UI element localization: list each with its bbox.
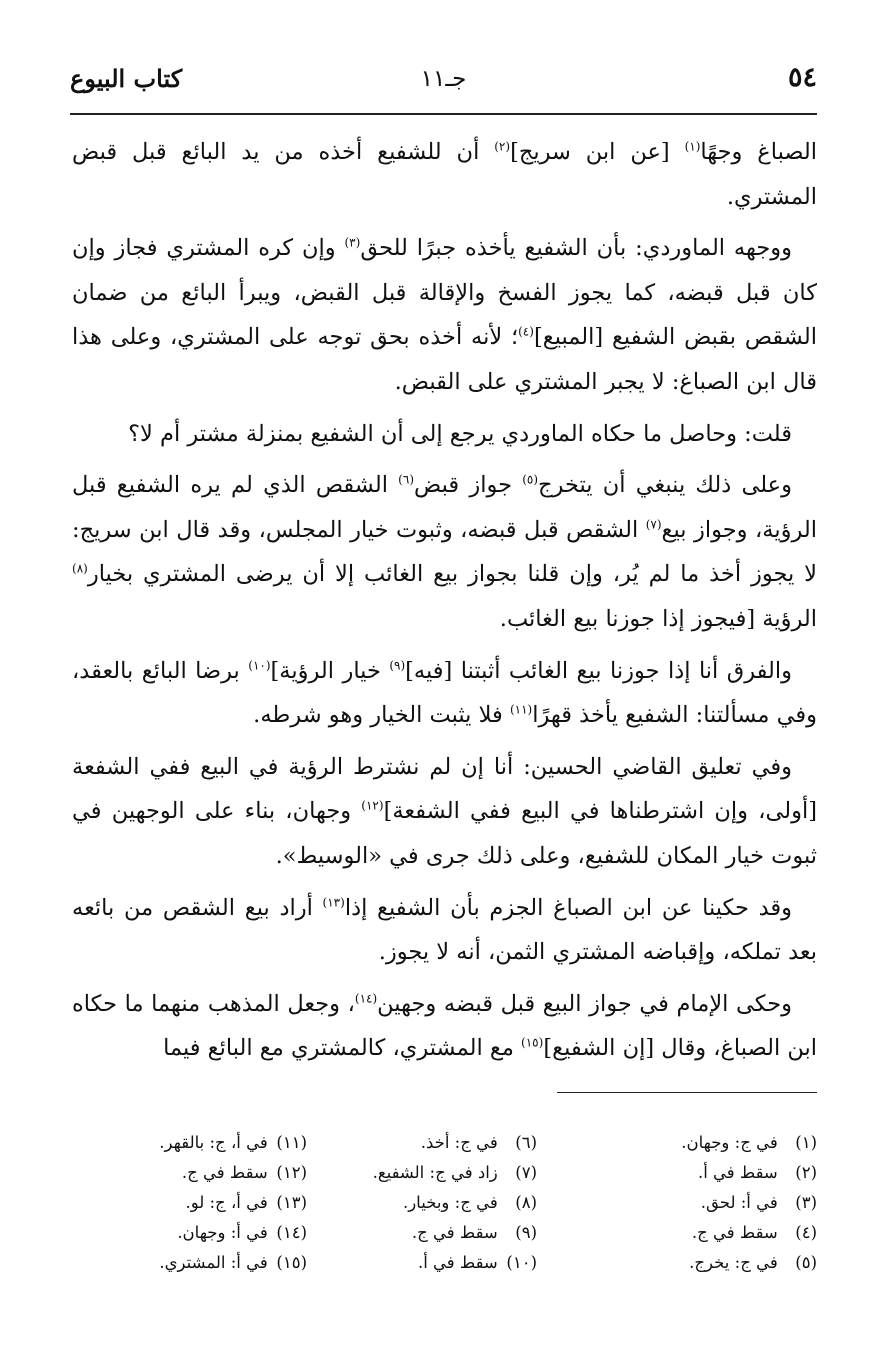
volume-label: جـ١١ (420, 66, 467, 92)
footnote-ref: (٦) (398, 472, 414, 487)
footnote-ref: (١٢) (361, 798, 384, 813)
footnote-ref: (٣) (344, 235, 361, 250)
footnote-ref: (١٥) (521, 1035, 544, 1050)
paragraph: وحكى الإمام في جواز البيع قبل قبضه وجهين$^{(١٤)}$، وجعل المذهب منهما ما حكاه ابن الصباغ، وقال [إن الشفيع]$^{(١٥)}$ مع المشتري، كالمشتري مع البائع فيما (72, 990, 817, 1062)
book-title: كتاب البيوع (70, 64, 183, 93)
main-text (72, 130, 817, 1078)
footnote-ref: (٩) (389, 658, 406, 673)
paragraph: والفرق أنا إذا جوزنا بيع الغائب أثبتنا [فيه]$^{(٩)}$ خيار الرؤية]$^{(١٠)}$ برضا البائع بالعقد، وفي مسألتنا: الشفيع يأخذ قهرًا$^{(١١)}$ فلا يثبت الخيار وهو شرطه. (72, 657, 817, 729)
footnote-item: (١٣) في أ، ج: لو. (185, 1193, 307, 1212)
footnote-item: (١٢) سقط في ج. (181, 1163, 307, 1182)
footnote-item: (٥) في ج: يخرج. (689, 1253, 817, 1272)
paragraph: قلت: وحاصل ما حكاه الماوردي يرجع إلى أن الشفيع بمنزلة مشتر أم لا؟ (128, 420, 792, 447)
paragraph: وعلى ذلك ينبغي أن يتخرج$^{(٥)}$ جواز قبض$^{(٦)}$ الشقص الذي لم يره الشفيع قبل الرؤية، وجواز بيع$^{(٧)}$ الشقص قبل قبضه، وثبوت خيار المجلس، وقد قال ابن سريج: لا يجوز أخذ ما لم يُر، وإن قلنا بجواز بيع الغائب إلا أن يرضى المشتري بخيار$^{(٨)}$ الرؤية [فيجوز إذا جوزنا بيع الغائب. (72, 472, 817, 632)
paragraph: وفي تعليق القاضي الحسين: أنا إن لم نشترط الرؤية في البيع ففي الشفعة [أولى، وإن اشترطناها في البيع ففي الشفعة]$^{(١٢)}$ وجهان، بناء على الوجهين في ثبوت خيار المكان للشفيع، وعلى ذلك جرى في «الوسيط». (72, 753, 818, 869)
footnote-item: (٧) زاد في ج: الشفيع. (372, 1163, 537, 1182)
footnote-item: (١١) في أ، ج: بالقهر. (159, 1133, 307, 1152)
footnote-divider (557, 1092, 817, 1093)
footnote-item: (١٠) سقط في أ. (417, 1253, 537, 1272)
footnote-ref: (١٤) (354, 991, 378, 1006)
header-divider (70, 113, 817, 115)
footnotes (130, 1128, 817, 1298)
footnote-column-3 (77, 1128, 307, 1278)
footnote-ref: (٧) (645, 517, 662, 532)
paragraph: ووجهه الماوردي: بأن الشفيع يأخذه جبرًا للحق$^{(٣)}$ وإن كره المشتري فجاز وإن كان قبل قبضه، كما يجوز الفسخ والإقالة قبل القبض، ويبرأ البائع من ضمان الشقص بقبض الشفيع [المبيع]$^{(٤)}$؛ لأنه أخذه بحق توجه على المشتري، وعلى هذا قال ابن الصباغ: لا يجبر المشتري على القبض. (72, 235, 817, 395)
footnote-item: (٤) سقط في ج. (691, 1223, 817, 1242)
footnote-ref: (١١) (509, 702, 533, 717)
footnote-item: (٨) في ج: وبخيار. (402, 1193, 537, 1212)
footnote-ref: (٨) (72, 561, 88, 576)
footnote-ref: (١٠) (248, 658, 271, 673)
footnote-ref: (١) (684, 139, 701, 154)
footnote-column-2 (307, 1128, 537, 1278)
footnote-item: (١٤) في أ: وجهان. (177, 1223, 307, 1242)
footnote-item: (١٥) في أ: المشتري. (159, 1253, 307, 1272)
footnote-item: (٢) سقط في أ. (697, 1163, 817, 1182)
paragraph: وقد حكينا عن ابن الصباغ الجزم بأن الشفيع إذا$^{(١٣)}$ أراد بيع الشقص من بائعه بعد تملكه، وإقباضه المشتري الثمن، أنه لا يجوز. (72, 894, 817, 966)
footnote-item: (١) في ج: وجهان. (681, 1133, 817, 1152)
footnote-ref: (٤) (518, 324, 534, 339)
paragraph: الصباغ وجهًا$^{(١)}$ [عن ابن سريج]$^{(٢)}$ أن للشفيع أخذه من يد البائع قبل قبض المشتري. (72, 139, 817, 210)
footnote-ref: (٥) (522, 472, 539, 487)
footnote-item: (٩) سقط في ج. (411, 1223, 537, 1242)
footnote-ref: (٢) (494, 139, 511, 154)
page-number: ٥٤ (787, 62, 817, 93)
page-header (70, 60, 817, 100)
footnote-item: (٦) في ج: أخذ. (420, 1133, 537, 1152)
footnote-ref: (١٣) (322, 895, 345, 909)
footnote-column-1 (587, 1128, 817, 1278)
footnote-item: (٣) في أ: لحق. (700, 1193, 817, 1212)
